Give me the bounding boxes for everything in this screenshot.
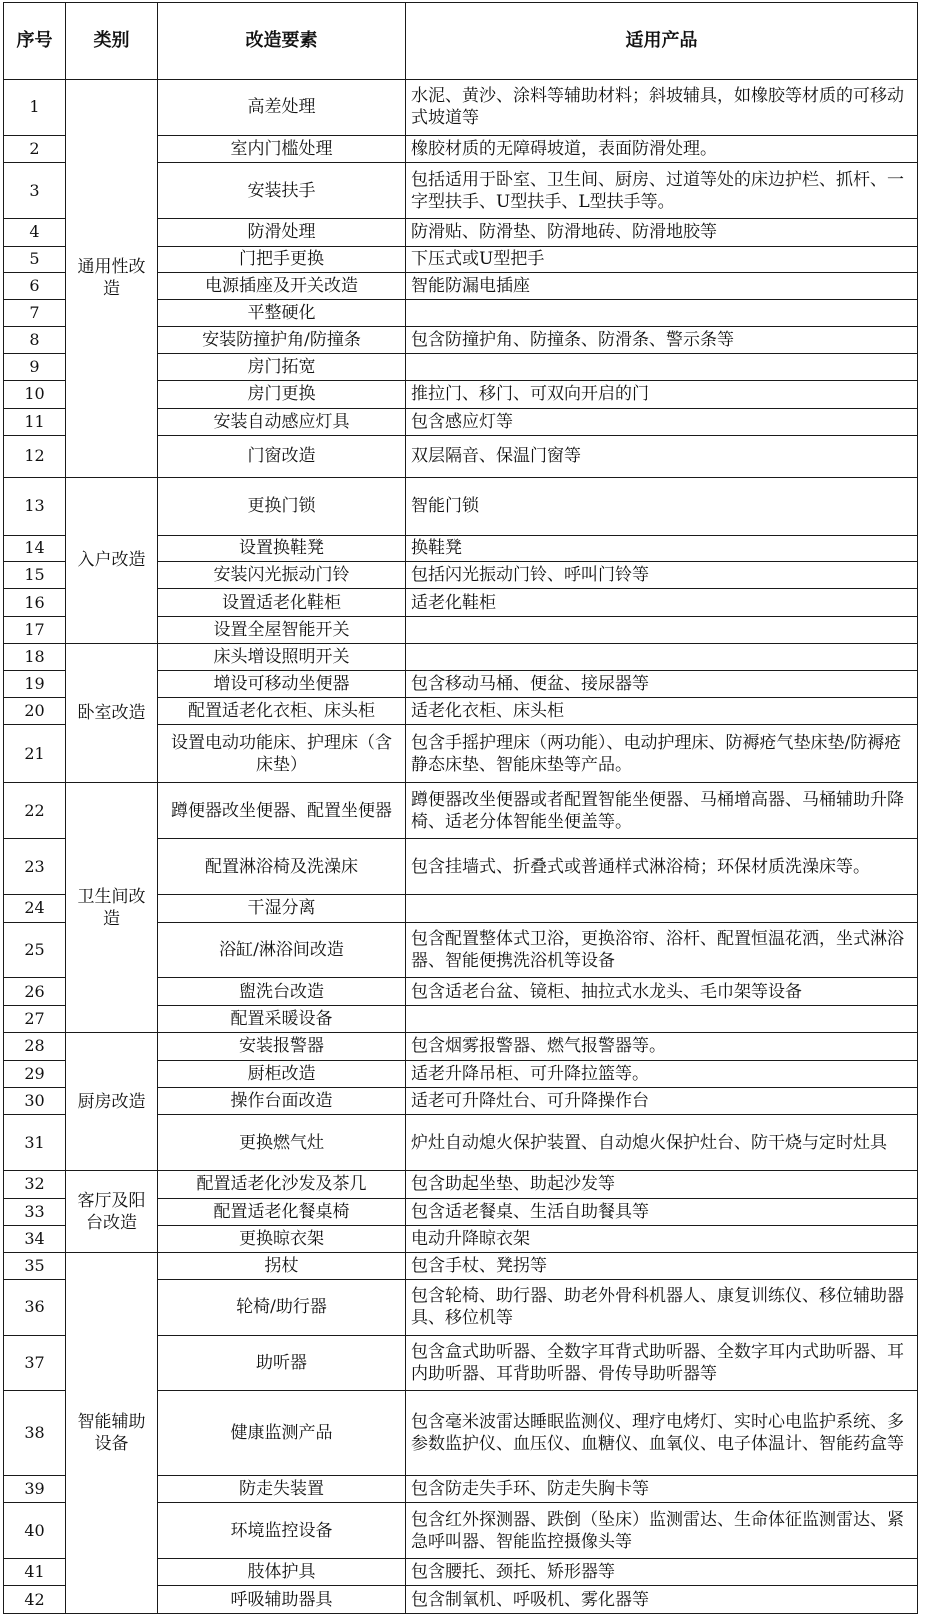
- row-number: 31: [4, 1115, 66, 1171]
- row-number: 28: [4, 1033, 66, 1060]
- row-number: 37: [4, 1335, 66, 1391]
- item-cell: 拐杖: [158, 1253, 406, 1279]
- row-number: 38: [4, 1391, 66, 1475]
- row-number: 17: [4, 616, 66, 643]
- products-cell: 包含手摇护理床（两功能）、电动护理床、防褥疮气垫床垫/防褥疮静态床垫、智能床垫等产品。: [406, 725, 918, 783]
- row-number: 1: [4, 80, 66, 136]
- table-row: [4, 783, 918, 839]
- category-cell: 卧室改造: [66, 644, 158, 783]
- header-row: [4, 3, 918, 80]
- products-cell: 适老化鞋柜: [406, 589, 918, 616]
- item-cell: 增设可移动坐便器: [158, 670, 406, 697]
- item-cell: 设置全屋智能开关: [158, 616, 406, 643]
- row-number: 32: [4, 1171, 66, 1198]
- item-cell: 平整硬化: [158, 300, 406, 326]
- row-number: 34: [4, 1226, 66, 1253]
- products-cell: [406, 353, 918, 380]
- header-item: 改造要素: [158, 3, 406, 80]
- category-cell: 卫生间改造: [66, 783, 158, 1033]
- products-cell: 炉灶自动熄火保护装置、自动熄火保护灶台、防干烧与定时灶具: [406, 1115, 918, 1171]
- item-cell: 肢体护具: [158, 1559, 406, 1586]
- row-number: 24: [4, 895, 66, 922]
- category-cell: 入户改造: [66, 477, 158, 644]
- row-number: 27: [4, 1005, 66, 1032]
- header-category: 类别: [66, 3, 158, 80]
- products-cell: 包含手杖、凳拐等: [406, 1253, 918, 1279]
- item-cell: 操作台面改造: [158, 1087, 406, 1114]
- row-number: 8: [4, 326, 66, 353]
- item-cell: 床头增设照明开关: [158, 644, 406, 670]
- row-number: 42: [4, 1586, 66, 1614]
- item-cell: 厨柜改造: [158, 1060, 406, 1087]
- item-cell: 安装扶手: [158, 163, 406, 219]
- products-cell: [406, 300, 918, 326]
- table-body: [4, 80, 918, 1614]
- products-cell: 智能门锁: [406, 477, 918, 535]
- item-cell: 轮椅/助行器: [158, 1279, 406, 1335]
- table-row: [4, 1033, 918, 1060]
- products-cell: 包含适老台盆、镜柜、抽拉式水龙头、毛巾架等设备: [406, 978, 918, 1005]
- header-products: 适用产品: [406, 3, 918, 80]
- products-cell: 适老化衣柜、床头柜: [406, 697, 918, 724]
- row-number: 21: [4, 725, 66, 783]
- item-cell: 高差处理: [158, 80, 406, 136]
- item-cell: 健康监测产品: [158, 1391, 406, 1475]
- item-cell: 安装自动感应灯具: [158, 408, 406, 435]
- renovation-table: [3, 2, 918, 1614]
- products-cell: 推拉门、移门、可双向开启的门: [406, 381, 918, 408]
- products-cell: 包含防撞护角、防撞条、防滑条、警示条等: [406, 326, 918, 353]
- products-cell: 包含毫米波雷达睡眠监测仪、理疗电烤灯、实时心电监护系统、多参数监护仪、血压仪、血糖仪、血氧仪、电子体温计、智能药盒等: [406, 1391, 918, 1475]
- item-cell: 更换晾衣架: [158, 1226, 406, 1253]
- item-cell: 浴缸/淋浴间改造: [158, 922, 406, 978]
- item-cell: 门把手更换: [158, 246, 406, 272]
- row-number: 30: [4, 1087, 66, 1114]
- item-cell: 助听器: [158, 1335, 406, 1391]
- item-cell: 门窗改造: [158, 436, 406, 478]
- category-cell: 客厅及阳台改造: [66, 1171, 158, 1253]
- item-cell: 更换门锁: [158, 477, 406, 535]
- row-number: 12: [4, 436, 66, 478]
- row-number: 35: [4, 1253, 66, 1279]
- row-number: 23: [4, 839, 66, 895]
- row-number: 16: [4, 589, 66, 616]
- item-cell: 配置采暖设备: [158, 1005, 406, 1032]
- item-cell: 环境监控设备: [158, 1503, 406, 1559]
- products-cell: 包含移动马桶、便盆、接尿器等: [406, 670, 918, 697]
- row-number: 20: [4, 697, 66, 724]
- row-number: 22: [4, 783, 66, 839]
- row-number: 14: [4, 535, 66, 561]
- products-cell: 换鞋凳: [406, 535, 918, 561]
- products-cell: [406, 616, 918, 643]
- table-row: [4, 1171, 918, 1198]
- item-cell: 配置淋浴椅及洗澡床: [158, 839, 406, 895]
- products-cell: 包含腰托、颈托、矫形器等: [406, 1559, 918, 1586]
- products-cell: 包含盒式助听器、全数字耳背式助听器、全数字耳内式助听器、耳内助听器、耳背助听器、骨传导助听器等: [406, 1335, 918, 1391]
- products-cell: 水泥、黄沙、涂料等辅助材料；斜坡辅具，如橡胶等材质的可移动式坡道等: [406, 80, 918, 136]
- products-cell: [406, 895, 918, 922]
- header-no: 序号: [4, 3, 66, 80]
- products-cell: 双层隔音、保温门窗等: [406, 436, 918, 478]
- row-number: 6: [4, 272, 66, 299]
- item-cell: 配置适老化沙发及茶几: [158, 1171, 406, 1198]
- item-cell: 防滑处理: [158, 219, 406, 246]
- item-cell: 设置换鞋凳: [158, 535, 406, 561]
- row-number: 33: [4, 1198, 66, 1225]
- row-number: 18: [4, 644, 66, 670]
- row-number: 3: [4, 163, 66, 219]
- products-cell: 包括闪光振动门铃、呼叫门铃等: [406, 562, 918, 589]
- item-cell: 配置适老化衣柜、床头柜: [158, 697, 406, 724]
- products-cell: 橡胶材质的无障碍坡道，表面防滑处理。: [406, 135, 918, 162]
- item-cell: 干湿分离: [158, 895, 406, 922]
- row-number: 19: [4, 670, 66, 697]
- row-number: 2: [4, 135, 66, 162]
- row-number: 7: [4, 300, 66, 326]
- row-number: 39: [4, 1475, 66, 1502]
- item-cell: 室内门槛处理: [158, 135, 406, 162]
- table-row: [4, 477, 918, 535]
- products-cell: 包含制氧机、呼吸机、雾化器等: [406, 1586, 918, 1614]
- row-number: 26: [4, 978, 66, 1005]
- category-cell: 厨房改造: [66, 1033, 158, 1171]
- item-cell: 盥洗台改造: [158, 978, 406, 1005]
- products-cell: 包含配置整体式卫浴，更换浴帘、浴杆、配置恒温花洒，坐式淋浴器、智能便携洗浴机等设备: [406, 922, 918, 978]
- products-cell: 电动升降晾衣架: [406, 1226, 918, 1253]
- category-cell: 通用性改造: [66, 80, 158, 478]
- products-cell: 包含感应灯等: [406, 408, 918, 435]
- products-cell: 包含助起坐垫、助起沙发等: [406, 1171, 918, 1198]
- products-cell: 包含烟雾报警器、燃气报警器等。: [406, 1033, 918, 1060]
- products-cell: 智能防漏电插座: [406, 272, 918, 299]
- products-cell: 下压式或U型把手: [406, 246, 918, 272]
- row-number: 41: [4, 1559, 66, 1586]
- products-cell: 包含挂墙式、折叠式或普通样式淋浴椅；环保材质洗澡床等。: [406, 839, 918, 895]
- table-row: [4, 644, 918, 670]
- products-cell: 包括适用于卧室、卫生间、厨房、过道等处的床边护栏、抓杆、一字型扶手、U型扶手、L型扶手等。: [406, 163, 918, 219]
- row-number: 10: [4, 381, 66, 408]
- row-number: 29: [4, 1060, 66, 1087]
- item-cell: 更换燃气灶: [158, 1115, 406, 1171]
- table-row: [4, 1253, 918, 1279]
- item-cell: 安装防撞护角/防撞条: [158, 326, 406, 353]
- row-number: 9: [4, 353, 66, 380]
- item-cell: 房门拓宽: [158, 353, 406, 380]
- products-cell: [406, 644, 918, 670]
- products-cell: 包含适老餐桌、生活自助餐具等: [406, 1198, 918, 1225]
- item-cell: 配置适老化餐桌椅: [158, 1198, 406, 1225]
- table-row: [4, 80, 918, 136]
- row-number: 40: [4, 1503, 66, 1559]
- row-number: 5: [4, 246, 66, 272]
- products-cell: [406, 1005, 918, 1032]
- row-number: 4: [4, 219, 66, 246]
- item-cell: 房门更换: [158, 381, 406, 408]
- products-cell: 适老可升降灶台、可升降操作台: [406, 1087, 918, 1114]
- products-cell: 包含轮椅、助行器、助老外骨科机器人、康复训练仪、移位辅助器具、移位机等: [406, 1279, 918, 1335]
- item-cell: 蹲便器改坐便器、配置坐便器: [158, 783, 406, 839]
- products-cell: 适老升降吊柜、可升降拉篮等。: [406, 1060, 918, 1087]
- item-cell: 呼吸辅助器具: [158, 1586, 406, 1614]
- item-cell: 安装闪光振动门铃: [158, 562, 406, 589]
- products-cell: 包含红外探测器、跌倒（坠床）监测雷达、生命体征监测雷达、紧急呼叫器、智能监控摄像头等: [406, 1503, 918, 1559]
- item-cell: 电源插座及开关改造: [158, 272, 406, 299]
- item-cell: 设置适老化鞋柜: [158, 589, 406, 616]
- category-cell: 智能辅助设备: [66, 1253, 158, 1614]
- item-cell: 设置电动功能床、护理床（含床垫）: [158, 725, 406, 783]
- products-cell: 包含防走失手环、防走失胸卡等: [406, 1475, 918, 1502]
- item-cell: 安装报警器: [158, 1033, 406, 1060]
- row-number: 36: [4, 1279, 66, 1335]
- item-cell: 防走失装置: [158, 1475, 406, 1502]
- row-number: 13: [4, 477, 66, 535]
- row-number: 11: [4, 408, 66, 435]
- row-number: 15: [4, 562, 66, 589]
- products-cell: 防滑贴、防滑垫、防滑地砖、防滑地胶等: [406, 219, 918, 246]
- row-number: 25: [4, 922, 66, 978]
- products-cell: 蹲便器改坐便器或者配置智能坐便器、马桶增高器、马桶辅助升降椅、适老分体智能坐便盖等。: [406, 783, 918, 839]
